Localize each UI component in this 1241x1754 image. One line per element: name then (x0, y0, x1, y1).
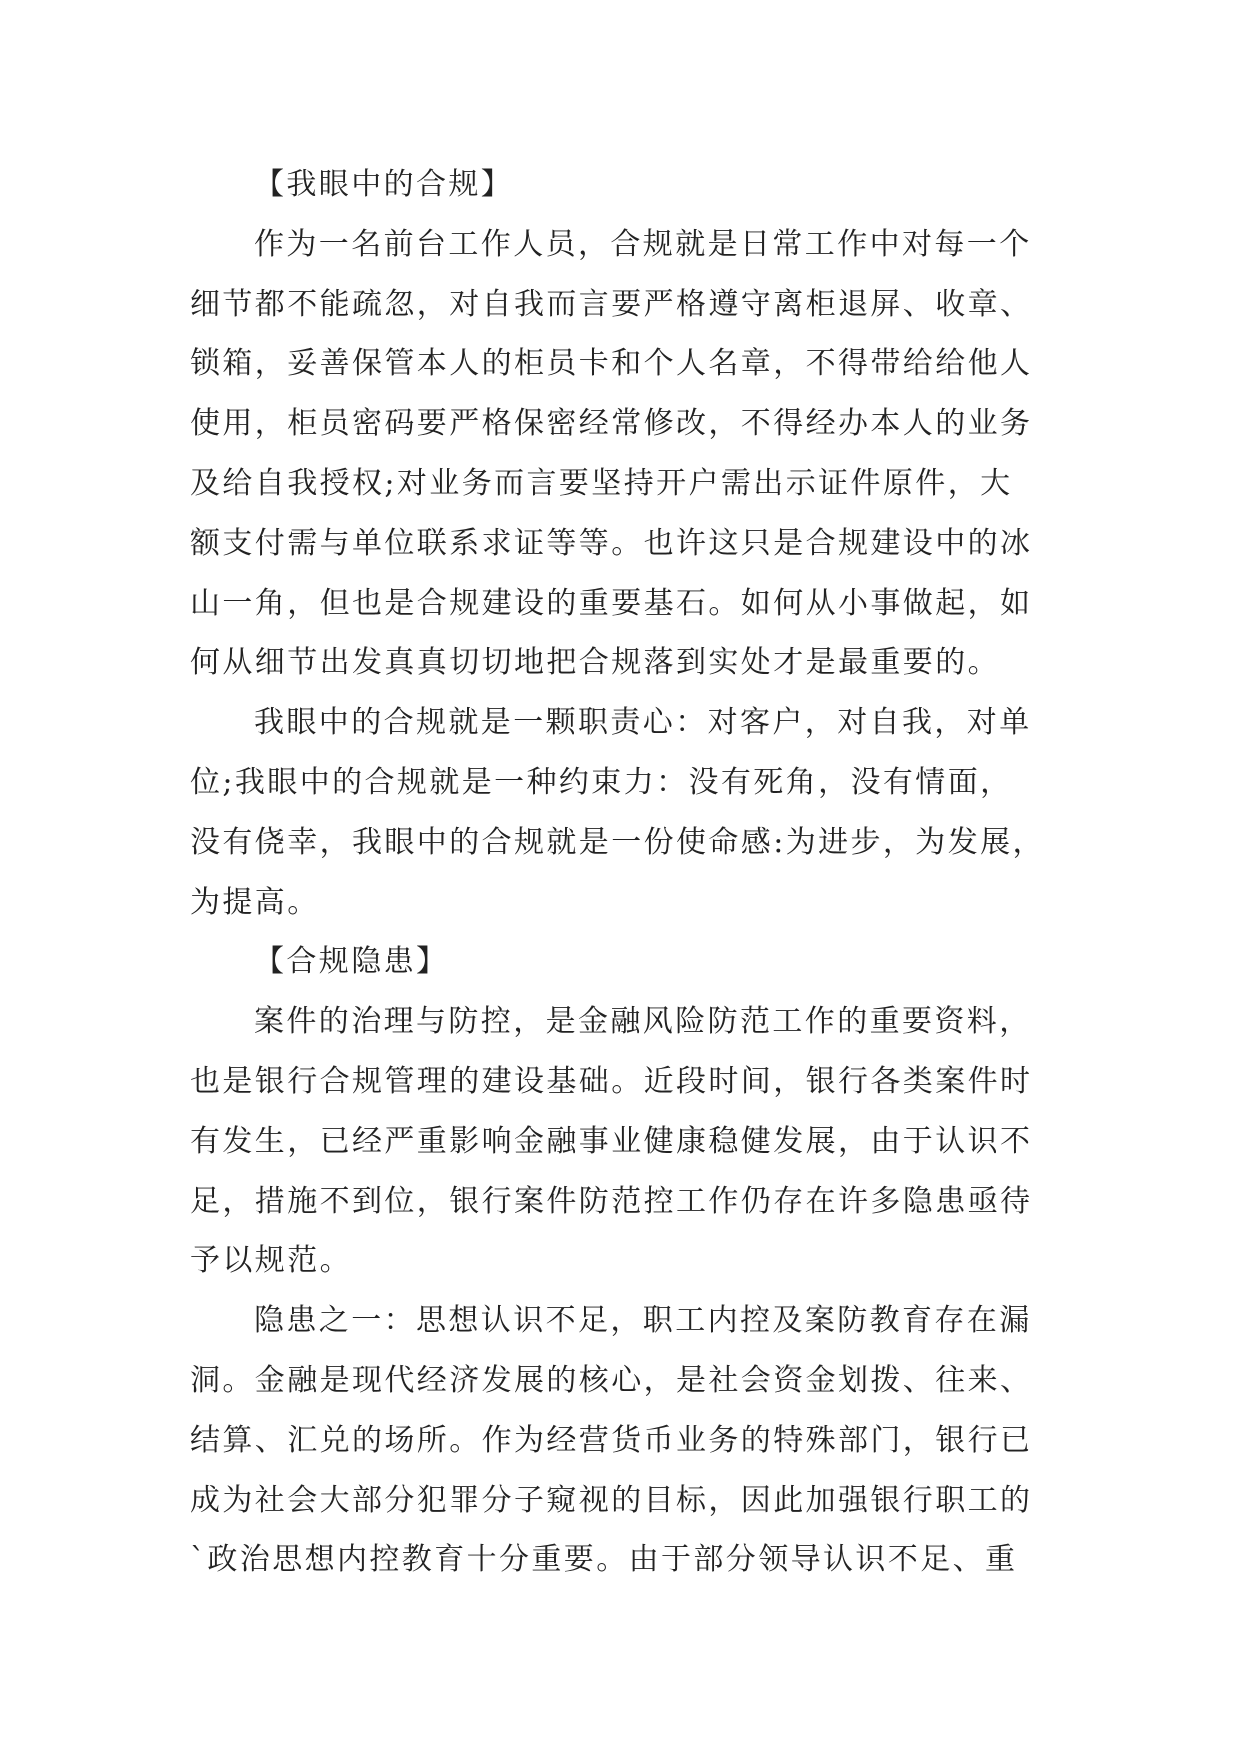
text-line: 【合规隐患】 (254, 944, 449, 980)
text-line: 使用，柜员密码要严格保密经常修改，不得经办本人的业务 (190, 406, 1033, 442)
text-line: 成为社会大部分犯罪分子窥视的目标，因此加强银行职工的 (190, 1482, 1033, 1518)
text-line: 细节都不能疏忽，对自我而言要严格遵守离柜退屏、收章、 (190, 286, 1033, 322)
text-line: 位;我眼中的合规就是一种约束力：没有死角，没有情面， (190, 764, 1013, 800)
text-line: 作为一名前台工作人员，合规就是日常工作中对每一个 (254, 226, 1032, 262)
text-line: 有发生，已经严重影响金融事业健康稳健发展，由于认识不 (190, 1123, 1033, 1159)
text-line: 【我眼中的合规】 (254, 167, 514, 202)
text-line: 案件的治理与防控，是金融风险防范工作的重要资料， (254, 1004, 1032, 1040)
text-line: 足，措施不到位，银行案件防范控工作仍存在许多隐患亟待 (190, 1183, 1033, 1219)
text-line: 予以规范。 (190, 1243, 352, 1279)
text-line: 山一角，但也是合规建设的重要基石。如何从小事做起，如 (190, 585, 1033, 621)
text-line: 也是银行合规管理的建设基础。近段时间，银行各类案件时 (190, 1063, 1033, 1099)
text-line: 及给自我授权;对业务而言要坚持开户需出示证件原件，大 (190, 465, 1013, 501)
text-line: 结算、汇兑的场所。作为经营货币业务的特殊部门，银行已 (190, 1422, 1033, 1458)
document-body (190, 155, 1070, 1590)
text-line: 何从细节出发真真切切地把合规落到实处才是最重要的。 (190, 645, 1000, 681)
text-line: 隐患之一：思想认识不足，职工内控及案防教育存在漏 (254, 1303, 1032, 1339)
text-line: 额支付需与单位联系求证等等。也许这只是合规建设中的冰 (190, 525, 1033, 561)
text-line: 为提高。 (190, 884, 320, 920)
text-line: 没有侥幸，我眼中的合规就是一份使命感:为进步，为发展， (190, 824, 1045, 860)
text-line: `政治思想内控教育十分重要。由于部分领导认识不足、重 (190, 1542, 1018, 1578)
text-line: 锁箱，妥善保管本人的柜员卡和个人名章，不得带给给他人 (190, 346, 1033, 382)
text-line: 我眼中的合规就是一颗职责心：对客户，对自我，对单 (254, 705, 1032, 741)
text-line: 洞。金融是现代经济发展的核心，是社会资金划拨、往来、 (190, 1362, 1033, 1398)
